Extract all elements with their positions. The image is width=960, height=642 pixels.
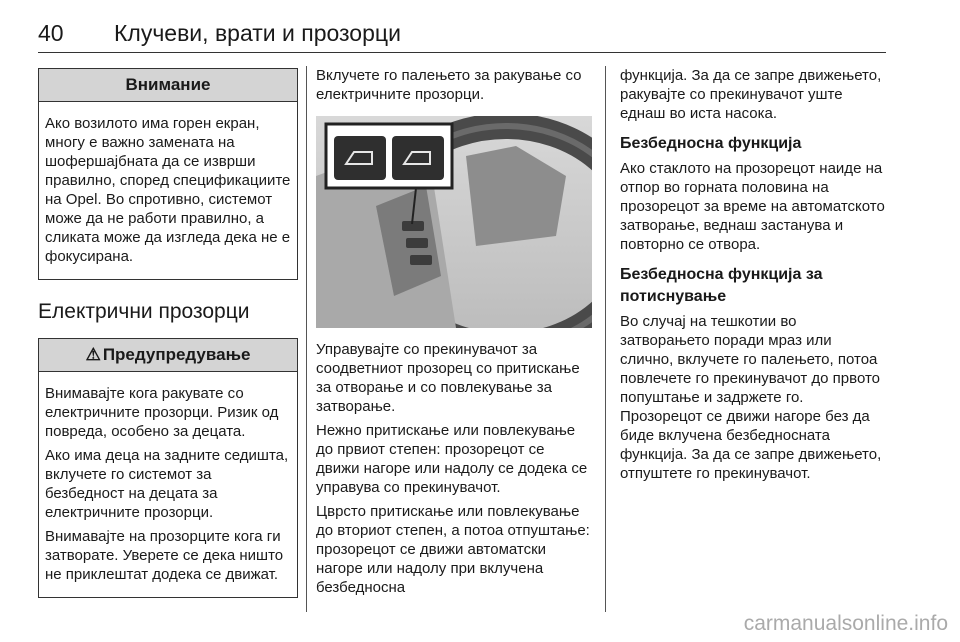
column-divider [306,66,307,612]
warning-box-header [39,339,297,372]
page-number: 40 [38,20,64,46]
page-title: Клучеви, врати и прозорци [114,20,401,46]
notice-box-text: Ако возилото има горен екран, многу е важно замената на шофершајбната да се изврши правилно, според спецификациите на Opel. Во спротивно, системот може да не работи правилно, а сликата може да изгледа дека не е фокусирана. [45,115,291,265]
subheading-safety-function: Безбедносна функција [620,135,802,152]
window-switch-illustration [316,116,592,328]
window-switch-photo [316,116,592,328]
intro-paragraph: Вклучете го палењето за ракување со електричните прозорци. [316,67,582,103]
operation-paragraph: Управувајте со прекинувачот за соодветниот прозорец со притискање за отворање и со повлекување за затворање. [316,341,580,415]
warning-paragraph: Внимавајте кога ракувате со електричните прозорци. Ризик од повреда, особено за децата. [45,385,279,440]
notice-box-title: Внимание [39,69,297,102]
column-divider [605,66,606,612]
warning-box [38,338,298,598]
column-middle [316,66,592,602]
watermark: carmanualsonline.info [743,612,948,635]
warning-paragraph: Ако има деца на задните седишта, вклучете го системот за безбедност на децата за електричните прозорци. [45,447,289,521]
continuation-paragraph: функција. За да се запре движењето, ракувајте со прекинувачот уште еднаш во иста насока. [620,67,882,122]
operation-paragraph: Цврсто притискање или повлекување до вториот степен, а потоа отпуштање: прозорецот се движи автоматски нагоре или надолу при вклучена безбедносна [316,503,590,596]
warning-paragraph: Внимавајте на прозорците кога ги затворате. Уверете се дека ништо не приклештат додека се движат. [45,528,284,583]
operation-paragraph: Нежно притискање или повлекување до првиот степен: прозорецот се движи нагоре или надолу се додека се управува со прекинувачот. [316,422,588,496]
section-heading-power-windows: Електрични прозорци [38,300,250,323]
page-header [38,18,886,53]
safety-function-text: Ако стаклото на прозорецот наиде на отпор во горната половина на прозорецот за време на автоматското затворање, веднаш застанува и повторно се отвора. [620,160,885,253]
warning-triangle-icon: ⚠ [85,345,101,364]
subheading-override: Безбедносна функција за потиснување [620,266,823,305]
warning-box-title: Предупредување [102,345,251,364]
column-left [38,68,298,598]
column-right [620,66,886,488]
notice-box [38,68,298,280]
override-text: Во случај на тешкотии во затворањето поради мраз или слично, вклучете го палењето, потоа повлечете го прекинувачот до првото попуштање и задржете го. Прозорецот се движи нагоре без да биде вклучена безбедносната функција. За да се запре движењето, отпуштете го прекинувачот. [620,313,882,482]
